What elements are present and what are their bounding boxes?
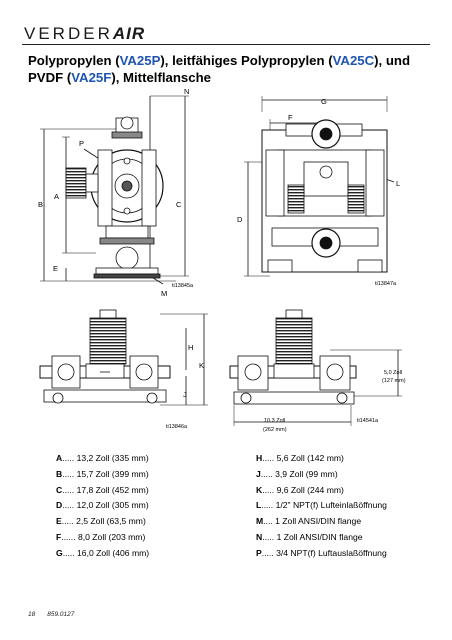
dimension-value: 1/2" NPT(f) Lufteinlaßöffnung — [275, 500, 387, 511]
dimension-key: M — [256, 516, 264, 527]
dimension-key: D — [56, 500, 63, 511]
dimension-key: B — [56, 468, 63, 479]
dimension-value: 15,7 Zoll (399 mm) — [76, 468, 149, 479]
dimension-leader: ..... — [260, 468, 273, 479]
label-L: L — [396, 179, 401, 188]
label-B: B — [38, 200, 44, 209]
page-number: 18 — [28, 611, 36, 618]
label-A: A — [54, 192, 60, 201]
dimension-row-d — [56, 498, 149, 514]
label-D: D — [237, 215, 243, 224]
dimension-leader: ..... — [262, 484, 275, 495]
figure-id-3: ti13846a — [166, 424, 188, 430]
dimension-row-c — [56, 483, 149, 499]
dimension-row-k — [256, 483, 387, 499]
dimension-leader: ..... — [62, 484, 75, 495]
dimension-key: A — [56, 453, 63, 463]
dimension-value: 16,0 Zoll (406 mm) — [77, 547, 150, 558]
dimension-value: 12,0 Zoll (305 mm) — [76, 500, 149, 511]
dimension-leader: ..... — [261, 547, 274, 558]
label-K: K — [199, 361, 205, 370]
dimension-leader: ..... — [62, 547, 75, 558]
dimension-key: C — [56, 484, 63, 495]
dimension-leader: ..... — [62, 453, 75, 463]
dimension-key: J — [256, 468, 261, 479]
dimension-row-g — [56, 546, 149, 562]
dimension-key: K — [256, 484, 263, 495]
brand-logo: VERDERAIR — [24, 24, 146, 43]
dimension-value: 2,5 Zoll (63,5 mm) — [76, 516, 146, 527]
label-C: C — [176, 200, 182, 209]
dimension-value: 1 Zoll ANSI/DIN flange — [275, 516, 362, 527]
dimension-key: N — [256, 531, 263, 542]
dimension-row-h — [256, 451, 387, 467]
dimension-leader: ..... — [62, 468, 75, 479]
dimension-key: E — [56, 516, 62, 527]
label-E: E — [53, 264, 59, 273]
dimension-row-j — [256, 467, 387, 483]
dimension-leader: .... — [263, 516, 273, 527]
dimension-leader: ..... — [262, 453, 275, 463]
dimension-key: P — [256, 547, 262, 558]
dim-5in-line2: (127 mm) — [382, 378, 406, 384]
dimension-value: 3,9 Zoll (99 mm) — [275, 468, 338, 479]
dimension-value: 3/4 NPT(f) Luftauslaßöffnung — [276, 547, 387, 558]
dimension-value: 13,2 Zoll (335 mm) — [76, 453, 149, 463]
dimension-leader: ..... — [262, 531, 275, 542]
document-number: 859.0127 — [47, 611, 75, 618]
dimension-value: 8,0 Zoll (203 mm) — [77, 531, 146, 542]
figure-id-2: ti13847a — [375, 281, 397, 287]
dimension-row-b — [56, 467, 149, 483]
figure-front-view — [244, 96, 394, 276]
dimension-key: F — [56, 531, 62, 542]
dimension-value: 5,6 Zoll (142 mm) — [276, 453, 344, 463]
figure-side-view — [40, 96, 189, 284]
dimension-row-l — [256, 498, 387, 514]
dimension-leader: ..... — [61, 516, 74, 527]
dimension-row-e — [56, 514, 149, 530]
dim-10in-line2: (262 mm) — [263, 427, 287, 433]
label-H: H — [188, 343, 194, 352]
dimension-value: 1 Zoll ANSI/DIN flange — [276, 531, 363, 542]
label-N: N — [184, 87, 190, 96]
figure-top-view-right — [230, 310, 402, 426]
figure-id-4: ti14541a — [357, 418, 379, 424]
label-F: F — [288, 113, 293, 122]
dimension-value: 17,8 Zoll (452 mm) — [76, 484, 149, 495]
dimension-row-m — [256, 514, 387, 530]
page-title: Polypropylen (VA25P), leitfähiges Polypropylen (VA25C), und PVDF (VA25F), Mittelflansche — [28, 53, 411, 85]
dimension-key: G — [56, 547, 63, 558]
dimension-value: 9,6 Zoll (244 mm) — [276, 484, 344, 495]
label-P: P — [79, 139, 85, 148]
label-M: M — [161, 289, 168, 298]
dimension-list-right — [256, 451, 387, 562]
dimension-key: H — [256, 453, 263, 463]
dimension-key: L — [256, 500, 262, 511]
page-footer — [28, 611, 86, 618]
dim-5in-line1: 5,0 Zoll — [384, 370, 403, 376]
dim-10in-line1: 10.3 Zoll — [264, 418, 286, 424]
dimension-row-p — [256, 546, 387, 562]
dimension-row-n — [256, 530, 387, 546]
label-G: G — [321, 97, 327, 106]
dimension-leader: ..... — [62, 500, 75, 511]
dimension-list-left — [56, 451, 149, 562]
label-J: J — [183, 390, 187, 399]
dimension-row-f — [56, 530, 149, 546]
figure-id-1: ti13845a — [172, 283, 194, 289]
dimension-row-a — [56, 451, 149, 467]
dimension-leader: ...... — [61, 531, 76, 542]
dimension-leader: ..... — [261, 500, 274, 511]
